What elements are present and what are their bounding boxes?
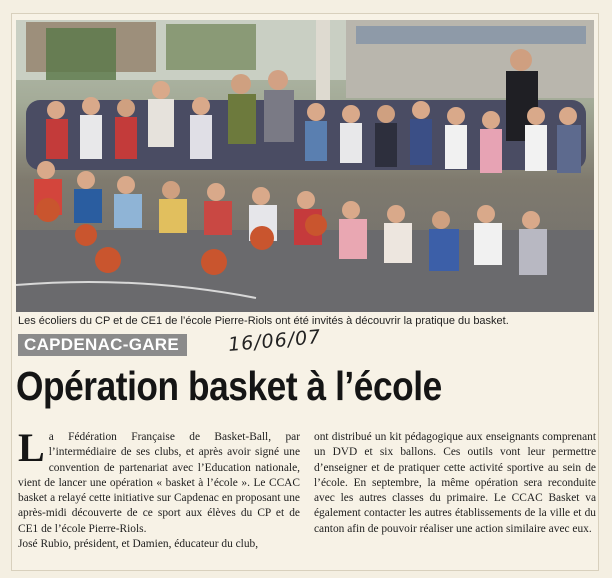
article-paragraph: José Rubio, président, et Damien, éducateur du club, bbox=[18, 538, 259, 551]
section-rubric: CAPDENAC-GARE bbox=[18, 334, 187, 356]
article-paragraph bbox=[18, 425, 300, 537]
article-headline: Opération basket à l’école bbox=[16, 363, 442, 409]
drop-cap: L bbox=[18, 425, 45, 470]
article-paragraph: ont distribué un kit pédagogique aux enseignants comprenant un DVD et six ballons. Ces outils vont leur permettre d’enseigner et de pratiquer cette activité sportive au sein de l’école. En septembre, la même opération sera reconduite avec les autres classes du primaire. Le CCAC Basket va également contacter les autres établissements de la ville et du canton afin de pouvoir réaliser une action similaire avec eux. bbox=[314, 431, 596, 535]
article-body bbox=[18, 425, 596, 552]
paragraph-text: a Fédération Française de Basket-Ball, par l’intermédiaire de ses clubs, et après avoir signé une convention de partenariat avec l’Education nationale, vient de lancer une opération « basket à l’école ». Le CCAC basket a relayé cette initiative sur Capdenac en proposant une après-midi découverte de ce sport aux élèves du CP et de CE1 de l’école Pierre-Riols. bbox=[18, 431, 300, 535]
photo-illustration bbox=[16, 20, 594, 312]
article-column-2 bbox=[314, 430, 596, 552]
newspaper-clipping bbox=[12, 14, 598, 570]
article-photo bbox=[16, 20, 594, 312]
photo-caption: Les écoliers du CP et de CE1 de l’école Pierre-Riols ont été invités à découvrir la pratique du basket. bbox=[18, 315, 509, 327]
article-column-1 bbox=[18, 425, 300, 552]
handwritten-date: 16/06/07 bbox=[227, 325, 323, 357]
